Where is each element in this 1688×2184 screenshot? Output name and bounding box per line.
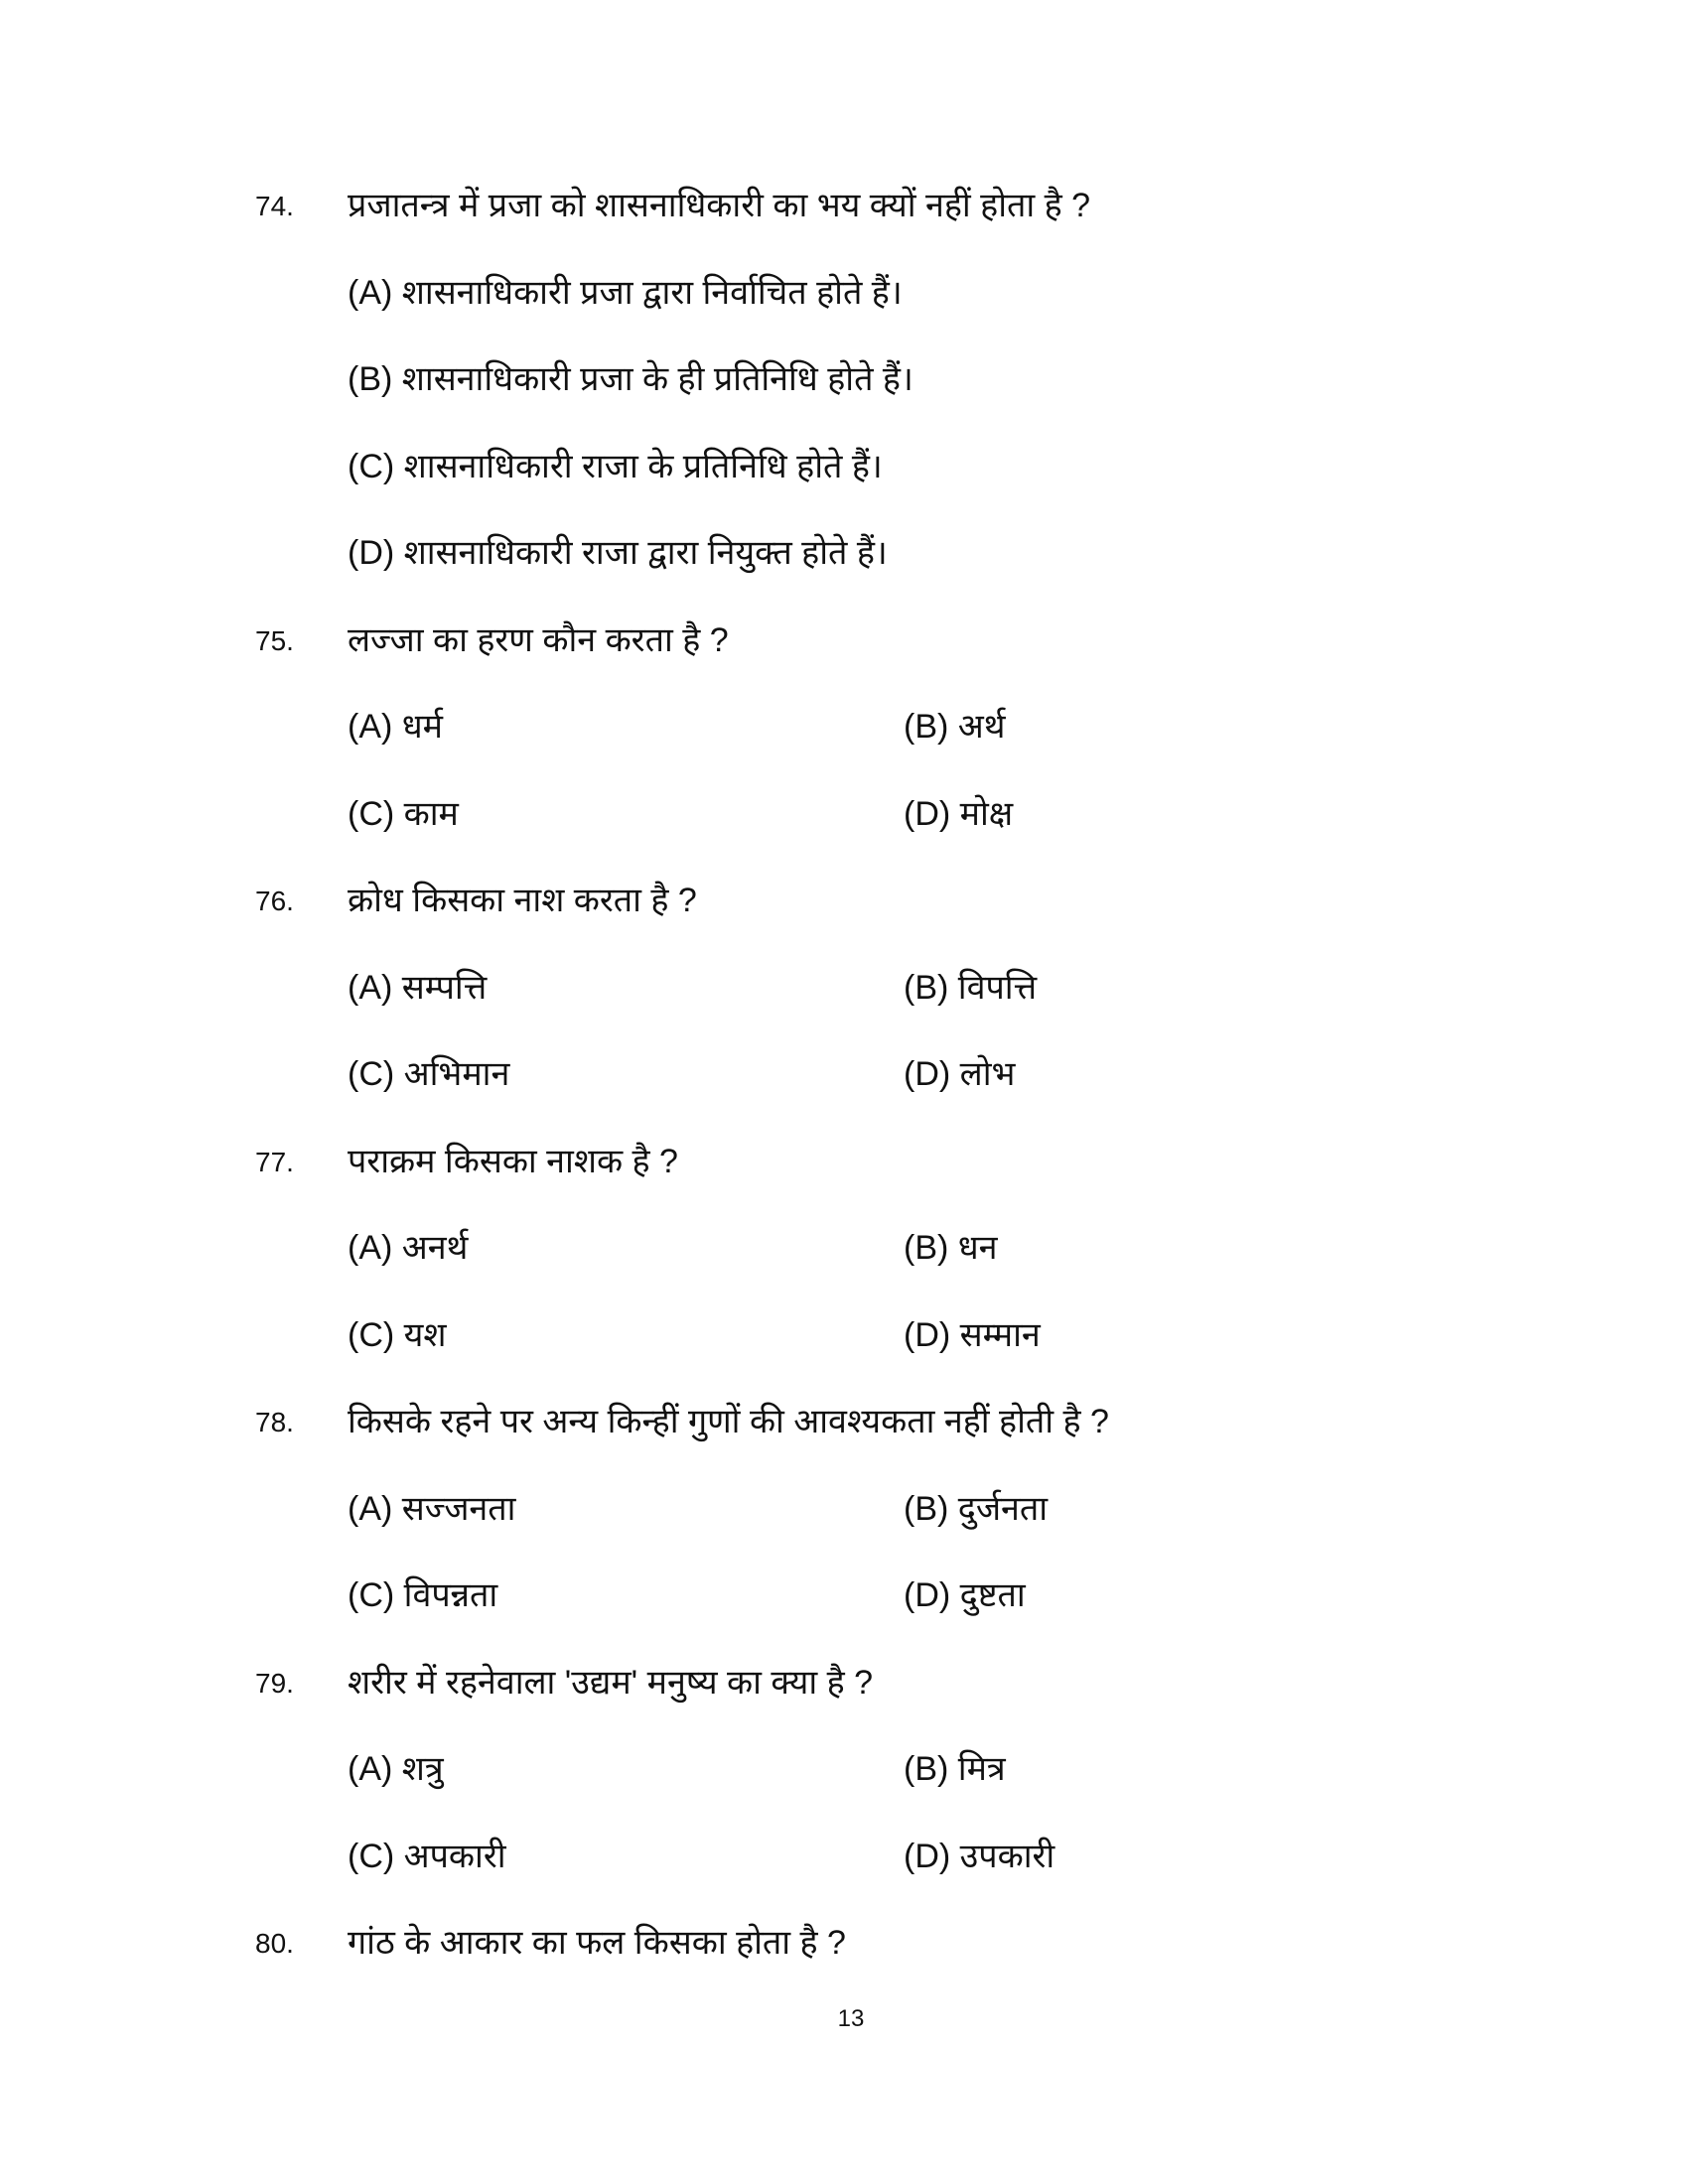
option-b: (B) शासनाधिकारी प्रजा के ही प्रतिनिधि होते हैं। [348, 360, 914, 398]
option-d: (D) उपकारी [904, 1837, 1055, 1875]
option-c: (C) अपकारी [348, 1837, 506, 1875]
question-77 [0, 1119, 1688, 1380]
option-a: (A) सज्जनता [348, 1489, 516, 1528]
option-d: (D) लोभ [904, 1055, 1016, 1093]
question-text: लज्जा का हरण कौन करता है ? [348, 620, 729, 659]
option-b: (B) अर्थ [904, 708, 1006, 746]
question-74 [0, 163, 1688, 598]
question-text: गांठ के आकार का फल किसका होता है ? [348, 1924, 846, 1962]
option-d: (D) दुष्टता [904, 1576, 1026, 1614]
option-a: (A) अनर्थ [348, 1229, 469, 1267]
question-number: 74. [255, 191, 294, 221]
page-number: 13 [837, 2005, 865, 2032]
question-text: प्रजातन्त्र में प्रजा को शासनाधिकारी का भय क्यों नहीं होता है ? [348, 187, 1091, 224]
option-c: (C) अभिमान [348, 1055, 510, 1093]
option-c: (C) यश [348, 1315, 447, 1354]
question-number: 76. [255, 886, 294, 916]
question-text: किसके रहने पर अन्य किन्हीं गुणों की आवश्यकता नहीं होती है ? [348, 1403, 1109, 1440]
question-number: 79. [255, 1667, 294, 1699]
option-b: (B) विपत्ति [904, 968, 1038, 1007]
question-list [0, 163, 1688, 1987]
option-b: (B) धन [904, 1229, 998, 1267]
question-number: 80. [255, 1928, 294, 1959]
question-number: 75. [255, 624, 294, 656]
option-a: (A) शत्रु [348, 1750, 444, 1788]
question-text: क्रोध किसका नाश करता है ? [348, 882, 697, 919]
option-b: (B) मित्र [904, 1750, 1006, 1788]
option-a: (A) धर्म [348, 708, 444, 746]
option-b: (B) दुर्जनता [904, 1489, 1049, 1528]
question-number: 78. [255, 1407, 294, 1437]
question-number: 77. [255, 1146, 294, 1177]
option-d: (D) शासनाधिकारी राजा द्वारा नियुक्त होते हैं। [348, 534, 888, 572]
question-75 [0, 598, 1688, 859]
option-a: (A) सम्पत्ति [348, 968, 488, 1007]
question-78 [0, 1379, 1688, 1640]
option-d: (D) मोक्ष [904, 794, 1014, 833]
question-text: पराक्रम किसका नाशक है ? [348, 1142, 678, 1180]
question-80 [0, 1900, 1688, 1987]
question-76 [0, 858, 1688, 1119]
option-a: (A) शासनाधिकारी प्रजा द्वारा निर्वाचित होते हैं। [348, 273, 903, 312]
question-text: शरीर में रहनेवाला 'उद्यम' मनुष्य का क्या है ? [348, 1663, 873, 1702]
option-c: (C) विपन्नता [348, 1576, 498, 1614]
option-c: (C) काम [348, 794, 459, 833]
question-79 [0, 1640, 1688, 1901]
option-c: (C) शासनाधिकारी राजा के प्रतिनिधि होते हैं। [348, 447, 883, 485]
option-d: (D) सम्मान [904, 1315, 1041, 1354]
